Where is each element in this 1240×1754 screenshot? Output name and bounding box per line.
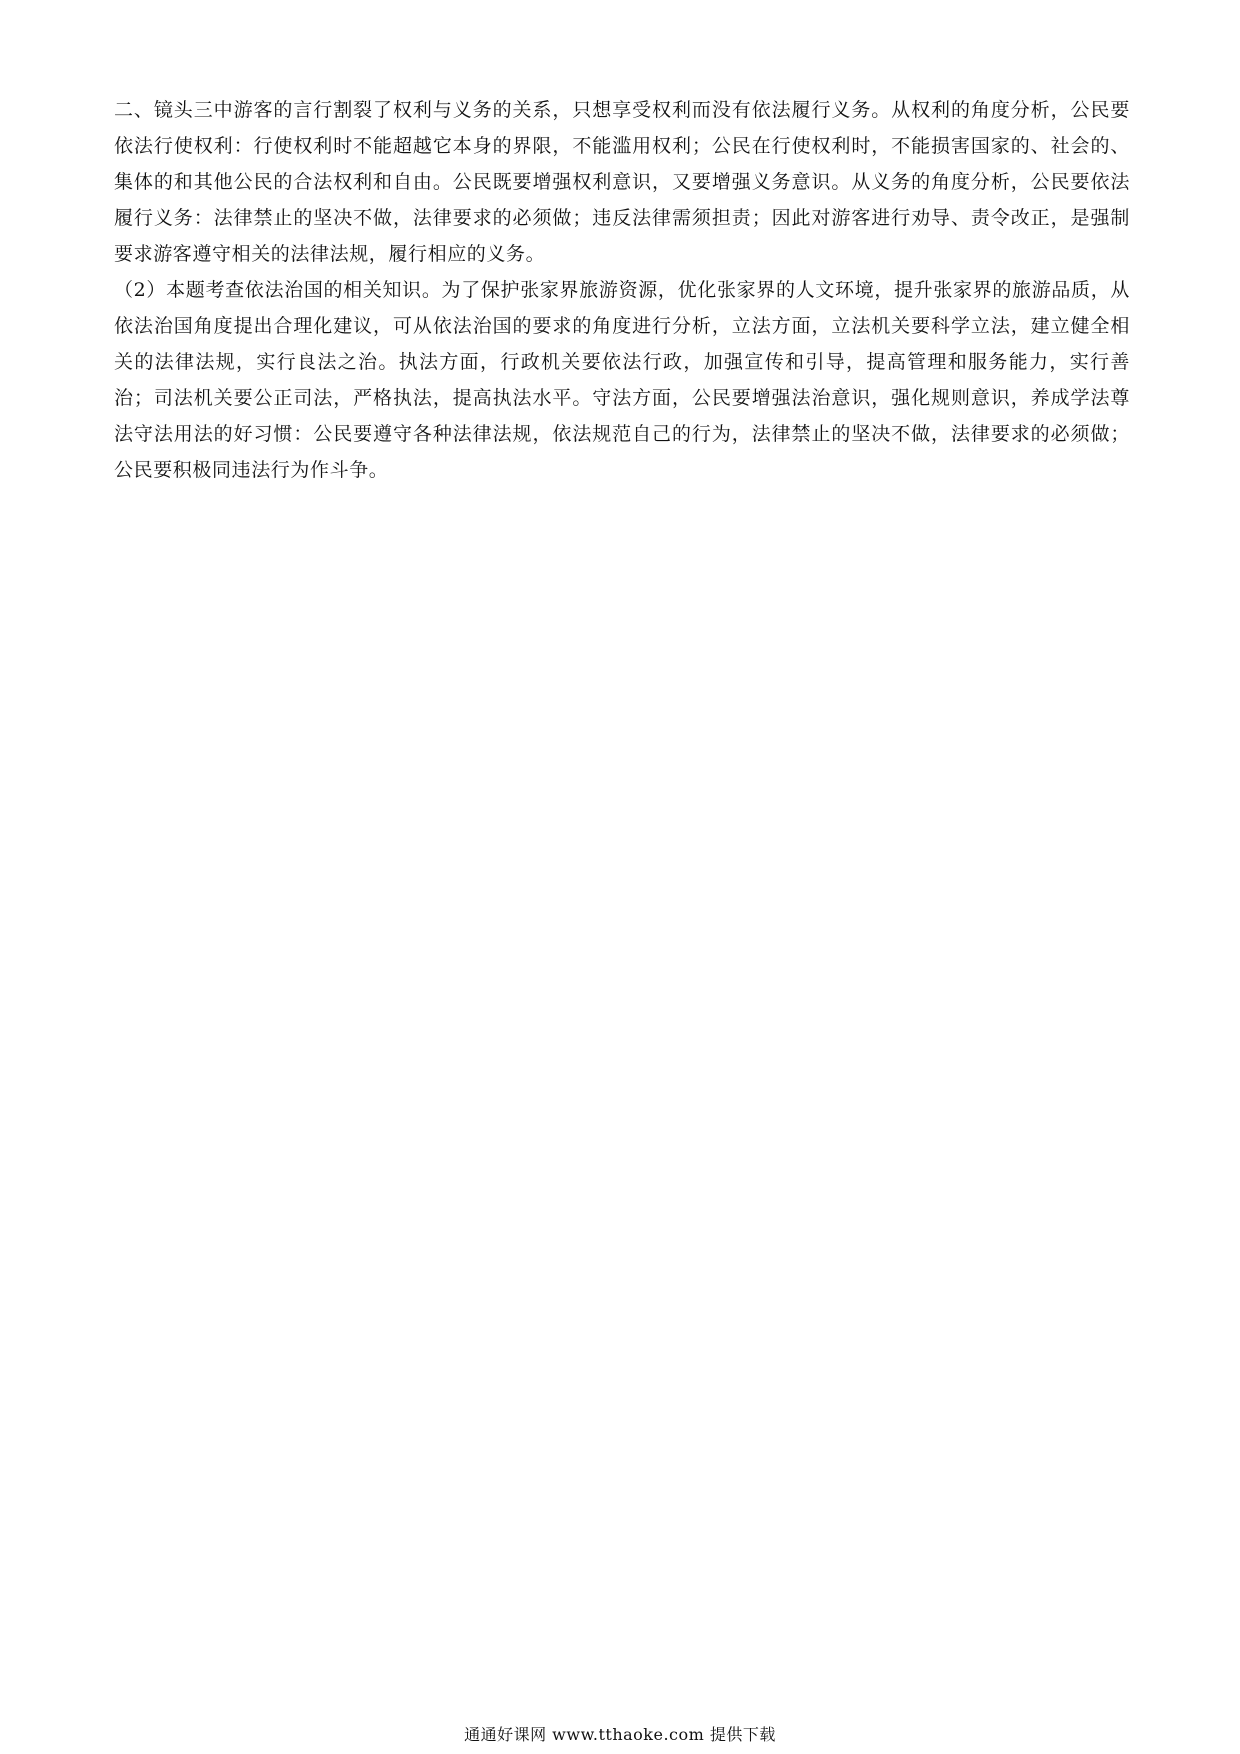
page-footer: 通通好课网 www.tthaoke.com 提供下载: [464, 1725, 776, 1744]
document-body: [114, 92, 1130, 488]
answer-paragraph-rights-duties: 二、镜头三中游客的言行割裂了权利与义务的关系，只想享受权利而没有依法履行义务。从权利的角度分析，公民要依法行使权利：行使权利时不能超越它本身的界限，不能滥用权利；公民在行使权利时，不能损害国家的、社会的、集体的和其他公民的合法权利和自由。公民既要增强权利意识，又要增强义务意识。从义务的角度分析，公民要依法履行义务：法律禁止的坚决不做，法律要求的必须做；违反法律需须担责；因此对游客进行劝导、责令改正，是强制要求游客遵守相关的法律法规，履行相应的义务。: [114, 99, 1130, 265]
answer-paragraph-rule-of-law: （2）本题考查依法治国的相关知识。为了保护张家界旅游资源，优化张家界的人文环境，提升张家界的旅游品质，从依法治国角度提出合理化建议，可从依法治国的要求的角度进行分析，立法方面，立法机关要科学立法，建立健全相关的法律法规，实行良法之治。执法方面，行政机关要依法行政，加强宣传和引导，提高管理和服务能力，实行善治；司法机关要公正司法，严格执法，提高执法水平。守法方面，公民要增强法治意识，强化规则意识，养成学法尊法守法用法的好习惯：公民要遵守各种法律法规，依法规范自己的行为，法律禁止的坚决不做，法律要求的必须做；公民要积极同违法行为作斗争。: [114, 279, 1130, 481]
